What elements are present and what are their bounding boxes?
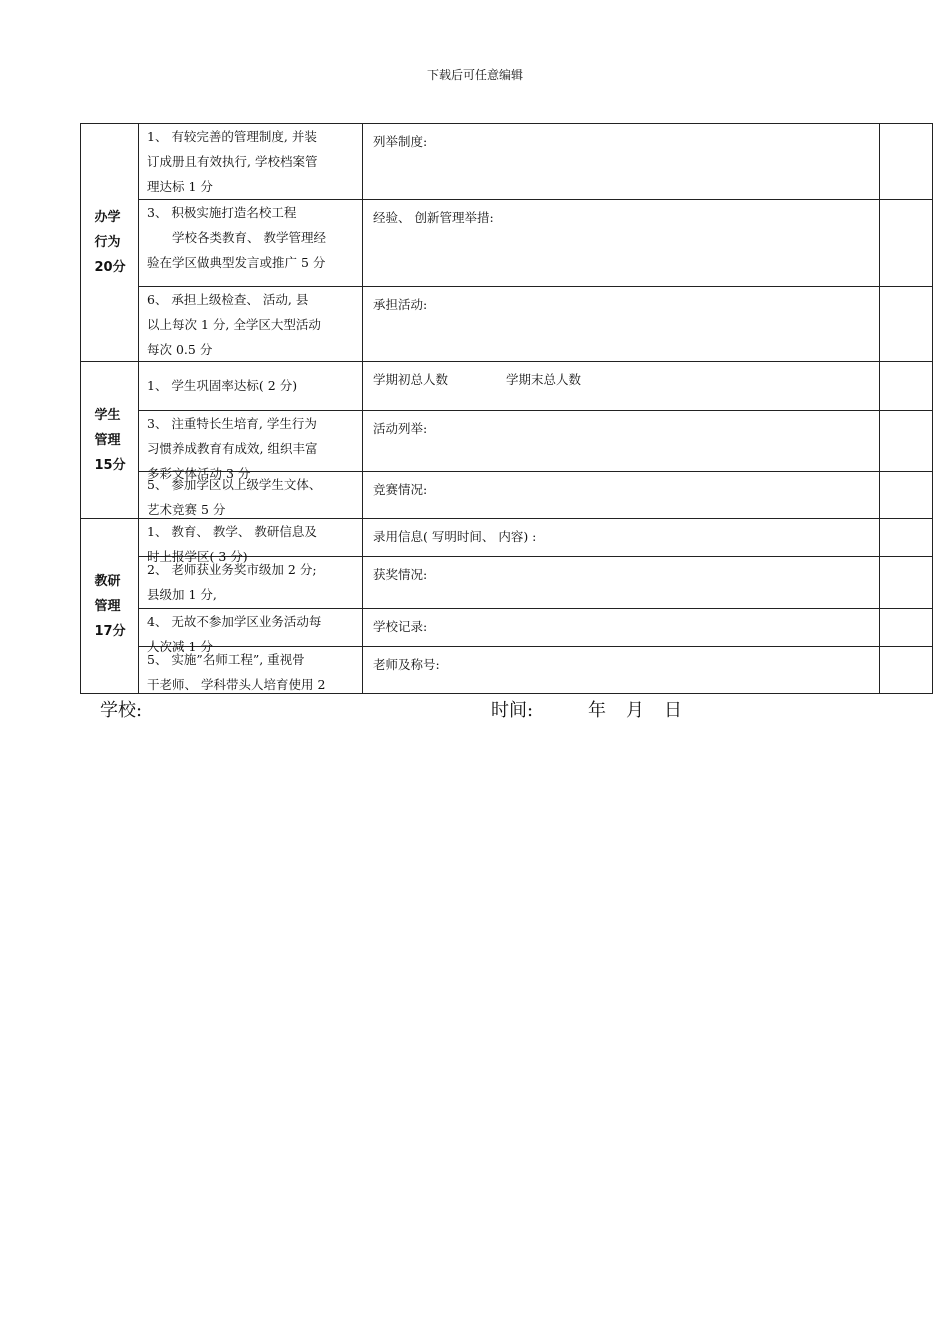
answer-cell[interactable]: [363, 411, 880, 472]
table-row: [81, 519, 933, 557]
answer-label: 竞赛情况:: [373, 482, 428, 497]
criterion-line: 3、 注重特长生培育, 学生行为: [147, 416, 317, 431]
school-label: 学校:: [100, 700, 143, 721]
criterion-line: 1、 教育、 教学、 教研信息及: [147, 524, 317, 539]
table-row: [81, 647, 933, 694]
criterion-cell: [139, 519, 363, 564]
criterion-line: 验在学区做典型发言或推广 5 分: [147, 255, 326, 270]
month-label: 月: [626, 700, 644, 721]
category-line: 管理: [94, 432, 121, 448]
criterion-line: 理达标 1 分: [147, 179, 213, 194]
criterion-line: 学校各类教育、 教学管理经: [147, 230, 326, 245]
answer-cell[interactable]: [363, 287, 880, 362]
criterion-cell: [139, 472, 363, 519]
criterion-line: 2、 老师获业务奖市级加 2 分;: [147, 562, 317, 577]
answer-label: 获奖情况:: [373, 567, 428, 582]
answer-cell[interactable]: [363, 557, 880, 609]
score-cell[interactable]: [880, 287, 933, 362]
table-row: [81, 200, 933, 287]
answer-cell[interactable]: [363, 647, 880, 694]
score-cell[interactable]: [880, 472, 933, 519]
category-line: 办学: [94, 210, 121, 225]
score-cell[interactable]: [880, 647, 933, 694]
criterion-cell: [139, 124, 363, 200]
category-cell: [81, 362, 139, 519]
criterion-line: 5、 实施”名师工程”, 重视骨: [147, 652, 305, 667]
criterion-cell: [139, 287, 363, 362]
page-header: 下载后可任意编辑: [426, 68, 523, 82]
table-row: [81, 362, 933, 411]
criterion-line: 1、 学生巩固率达标( 2 分): [147, 378, 298, 393]
score-cell[interactable]: [880, 200, 933, 287]
criterion-line: 县级加 1 分,: [147, 587, 217, 602]
criterion-cell: [139, 411, 363, 481]
answer-label: 活动列举:: [373, 421, 428, 436]
criterion-line: 5、 参加学区以上级学生文体、: [147, 477, 322, 492]
answer-cell[interactable]: [363, 609, 880, 647]
table-row: [81, 287, 933, 362]
criterion-line: 习惯养成教育有成效, 组织丰富: [147, 441, 318, 456]
table-row: [81, 557, 933, 609]
criterion-cell: [139, 557, 363, 609]
answer-label: 老师及称号:: [373, 657, 440, 672]
time-label: 时间:: [491, 700, 534, 721]
criterion-line: 4、 无故不参加学区业务活动每: [147, 614, 322, 629]
table-row: [81, 124, 933, 200]
table-row: [81, 609, 933, 647]
answer-cell[interactable]: [363, 519, 880, 557]
year-label: 年: [588, 700, 606, 721]
answer-label: 承担活动:: [373, 297, 428, 312]
category-cell: [81, 519, 139, 694]
criterion-line: 每次 0.5 分: [147, 342, 213, 357]
table-row: [81, 411, 933, 472]
score-cell[interactable]: [880, 411, 933, 472]
criterion-line: 1、 有较完善的管理制度, 并装: [147, 129, 317, 144]
criterion-line: 以上每次 1 分, 全学区大型活动: [147, 317, 321, 332]
score-cell[interactable]: [880, 362, 933, 411]
criterion-line: 人次减 1 分: [147, 639, 213, 654]
category-line: 15分: [94, 457, 126, 473]
category-line: 管理: [94, 598, 121, 614]
score-cell[interactable]: [880, 609, 933, 647]
criterion-line: 6、 承担上级检查、 活动, 县: [147, 292, 309, 307]
category-line: 学生: [94, 407, 121, 423]
table-row: [81, 472, 933, 519]
answer-label: 经验、 创新管理举措:: [373, 210, 494, 225]
criterion-cell: [139, 200, 363, 287]
criterion-line: 多彩文体活动 3 分: [147, 466, 251, 481]
answer-cell[interactable]: [363, 124, 880, 200]
answer-cell[interactable]: [363, 200, 880, 287]
criterion-cell: [139, 609, 363, 654]
category-line: 行为: [94, 235, 121, 250]
criterion-cell: [139, 362, 363, 411]
score-cell[interactable]: [880, 557, 933, 609]
criterion-line: 干老师、 学科带头人培育使用 2: [147, 677, 326, 692]
answer-label: 列举制度:: [373, 134, 428, 149]
answer-label: 学校记录:: [373, 619, 428, 634]
score-cell[interactable]: [880, 519, 933, 557]
category-line: 教研: [94, 573, 121, 589]
answer-label-end-count: 学期末总人数: [506, 372, 582, 387]
answer-cell[interactable]: [363, 472, 880, 519]
evaluation-table: [80, 123, 933, 694]
category-line: 17分: [94, 623, 126, 639]
criterion-cell: [139, 647, 363, 694]
answer-label-start-count: 学期初总人数: [373, 372, 449, 387]
criterion-line: 时上报学区( 3 分): [147, 549, 248, 564]
category-line: 20分: [94, 260, 126, 275]
criterion-line: 3、 积极实施打造名校工程: [147, 205, 297, 220]
answer-label: 录用信息( 写明时间、 内容) :: [373, 529, 537, 544]
criterion-line: 艺术竞赛 5 分: [147, 502, 226, 517]
day-label: 日: [664, 700, 682, 721]
answer-cell[interactable]: [363, 362, 880, 411]
score-cell[interactable]: [880, 124, 933, 200]
criterion-line: 订成册且有效执行, 学校档案管: [147, 154, 318, 169]
category-cell: [81, 124, 139, 362]
